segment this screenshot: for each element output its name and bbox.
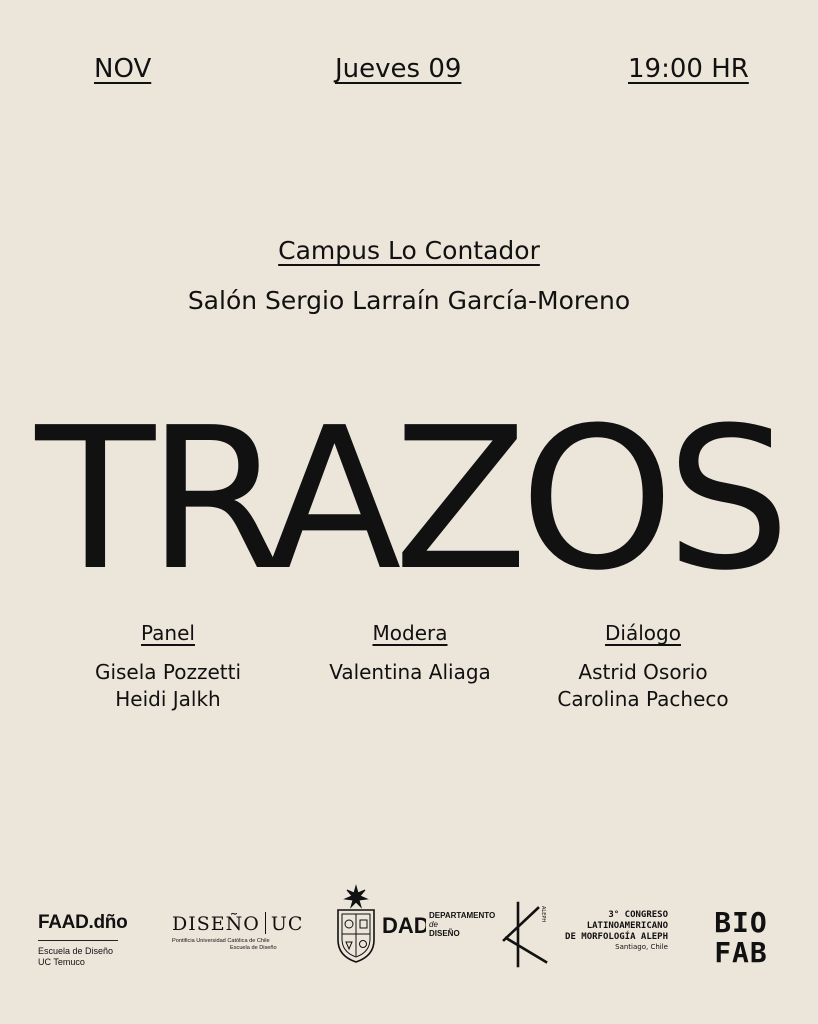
faad-logo [38,912,127,968]
aleph-line2: LATINOAMERICANO [586,921,668,931]
dad-line2: de [429,920,438,929]
event-day: Jueves 09 [335,54,462,84]
university-crest-icon [334,884,378,964]
event-month: NOV [94,54,152,84]
role-person: Carolina Pacheco [557,687,729,711]
diseno-uc-sub1: Pontificia Universidad Católica de Chile [172,938,270,944]
diseno-uc-right: UC [270,913,304,935]
aleph-line4: Santiago, Chile [615,943,668,951]
role-heading: Diálogo [605,621,681,645]
diseno-uc-logo [172,912,303,952]
dad-line3: DISEÑO [429,929,460,938]
aleph-vertical-text: ALEPH [540,906,546,923]
faad-logo-divider [38,940,118,941]
biofab-logo-icon [700,906,782,966]
diseno-uc-divider [265,912,266,934]
event-title: TRAZOS [35,386,783,614]
aleph-logo-text [540,910,668,951]
role-person: Gisela Pozzetti [94,660,242,684]
role-person: Valentina Aliaga [329,660,491,684]
event-time: 19:00 HR [628,54,749,84]
aleph-line3: DE MORFOLOGÍA ALEPH [565,932,668,942]
campus-name-text: Campus Lo Contador [278,236,540,265]
role-panel [38,620,298,713]
biofab-line1: BIO [714,906,768,939]
dad-mark-text: DAD [382,913,426,938]
campus-name [0,236,818,265]
aleph-line1: 3° CONGRESO [608,910,668,920]
diseno-uc-left: DISEÑO [172,913,260,935]
role-dialogue [513,620,773,713]
diseno-uc-sub2: Escuela de Diseño [230,945,277,951]
biofab-line2: FAB [714,936,768,966]
role-person: Heidi Jalkh [115,687,221,711]
faad-logo-sub2: UC Temuco [38,957,85,967]
room-name: Salón Sergio Larraín García-Moreno [187,286,631,315]
dad-line1: DEPARTAMENTO [429,911,496,920]
faad-logo-sub1: Escuela de Diseño [38,946,114,956]
dad-mark-icon [382,912,426,938]
faad-logo-name: FAAD.dño [38,912,128,933]
role-heading: Modera [372,621,448,645]
dad-logo-text [429,911,495,938]
role-heading: Panel [141,621,195,645]
role-person: Astrid Osorio [578,660,708,684]
role-moderator [280,620,540,686]
